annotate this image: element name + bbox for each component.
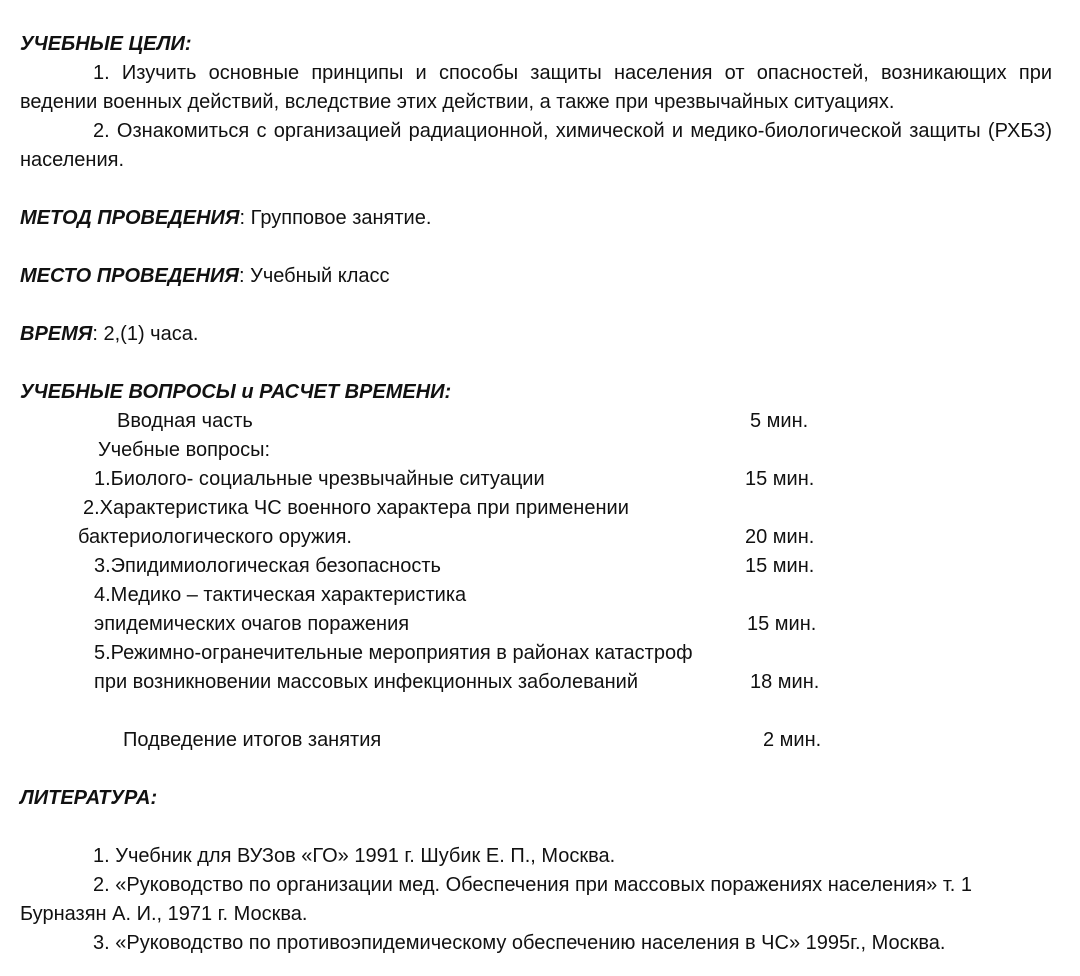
summary-text: Подведение итогов занятия [123, 729, 382, 751]
schedule-row-q4-line2 [20, 610, 1052, 639]
goal-item-2: 2. Ознакомиться с организацией радиационной, химической и медико-биологической защиты (РХБЗ) населения. [20, 120, 1052, 171]
q5-minutes: 18 мин. [750, 671, 820, 693]
summary-minutes: 2 мин. [763, 729, 822, 751]
literature-heading: ЛИТЕРАТУРА: [20, 787, 158, 809]
time-line [20, 320, 1052, 349]
literature-item-3: 3. «Руководство по противоэпидемическому обеспечению населения в ЧС» 1995г., Москва. [93, 932, 946, 954]
q3-minutes: 15 мин. [745, 555, 815, 577]
time-label: ВРЕМЯ [20, 323, 93, 345]
method-label: МЕТОД ПРОВЕДЕНИЯ [20, 207, 240, 229]
place-label: МЕСТО ПРОВЕДЕНИЯ [20, 265, 240, 287]
q4-line2: эпидемических очагов поражения [94, 613, 410, 635]
questions-heading: УЧЕБНЫЕ ВОПРОСЫ и РАСЧЕТ ВРЕМЕНИ: [20, 381, 452, 403]
schedule-row-q5-line2 [20, 668, 1052, 697]
place-value: : Учебный класс [239, 265, 390, 287]
q5-line1: 5.Режимно-огранечительные мероприятия в районах катастроф [94, 642, 693, 664]
q4-minutes: 15 мин. [747, 613, 817, 635]
schedule-row-summary [20, 726, 1052, 755]
schedule-row-q4-line1 [20, 581, 1052, 610]
schedule-subheading-row [20, 436, 1052, 465]
intro-text: Вводная часть [117, 410, 253, 432]
schedule-row-q2-line1 [20, 494, 1052, 523]
time-value: : 2,(1) часа. [92, 323, 199, 345]
q1-text: 1.Биолого- социальные чрезвычайные ситуации [94, 468, 545, 490]
goal-item-1: 1. Изучить основные принципы и способы защиты населения от опасностей, возникающих при ведении военных действий, вследствие этих действии, а также при чрезвычайных ситуациях. [20, 62, 1052, 113]
literature-item-1: 1. Учебник для ВУЗов «ГО» 1991 г. Шубик Е. П., Москва. [93, 845, 616, 867]
place-line [20, 262, 1052, 291]
literature-item-2: 2. «Руководство по организации мед. Обеспечения при массовых поражениях населения» т. 1 Бурназян А. И., 1971 г. Москва. [20, 874, 973, 925]
q2-minutes: 20 мин. [745, 526, 815, 548]
document-page [20, 30, 1052, 958]
schedule-row-q5-line1 [20, 639, 1052, 668]
q1-minutes: 15 мин. [745, 468, 815, 490]
q2-line2: бактериологического оружия. [78, 526, 352, 548]
q4-line1: 4.Медико – тактическая характеристика [94, 584, 467, 606]
method-value: : Групповое занятие. [239, 207, 432, 229]
intro-minutes: 5 мин. [750, 410, 809, 432]
q3-text: 3.Эпидимиологическая безопасность [94, 555, 441, 577]
schedule-row-q3 [20, 552, 1052, 581]
schedule-row-q1 [20, 465, 1052, 494]
questions-subheading: Учебные вопросы: [98, 439, 271, 461]
schedule-row-intro [20, 407, 1052, 436]
q2-line1: 2.Характеристика ЧС военного характера при применении [83, 497, 629, 519]
goals-heading: УЧЕБНЫЕ ЦЕЛИ: [20, 33, 192, 55]
q5-line2: при возникновении массовых инфекционных заболеваний [94, 671, 638, 693]
method-line [20, 204, 1052, 233]
schedule-row-q2-line2 [20, 523, 1052, 552]
